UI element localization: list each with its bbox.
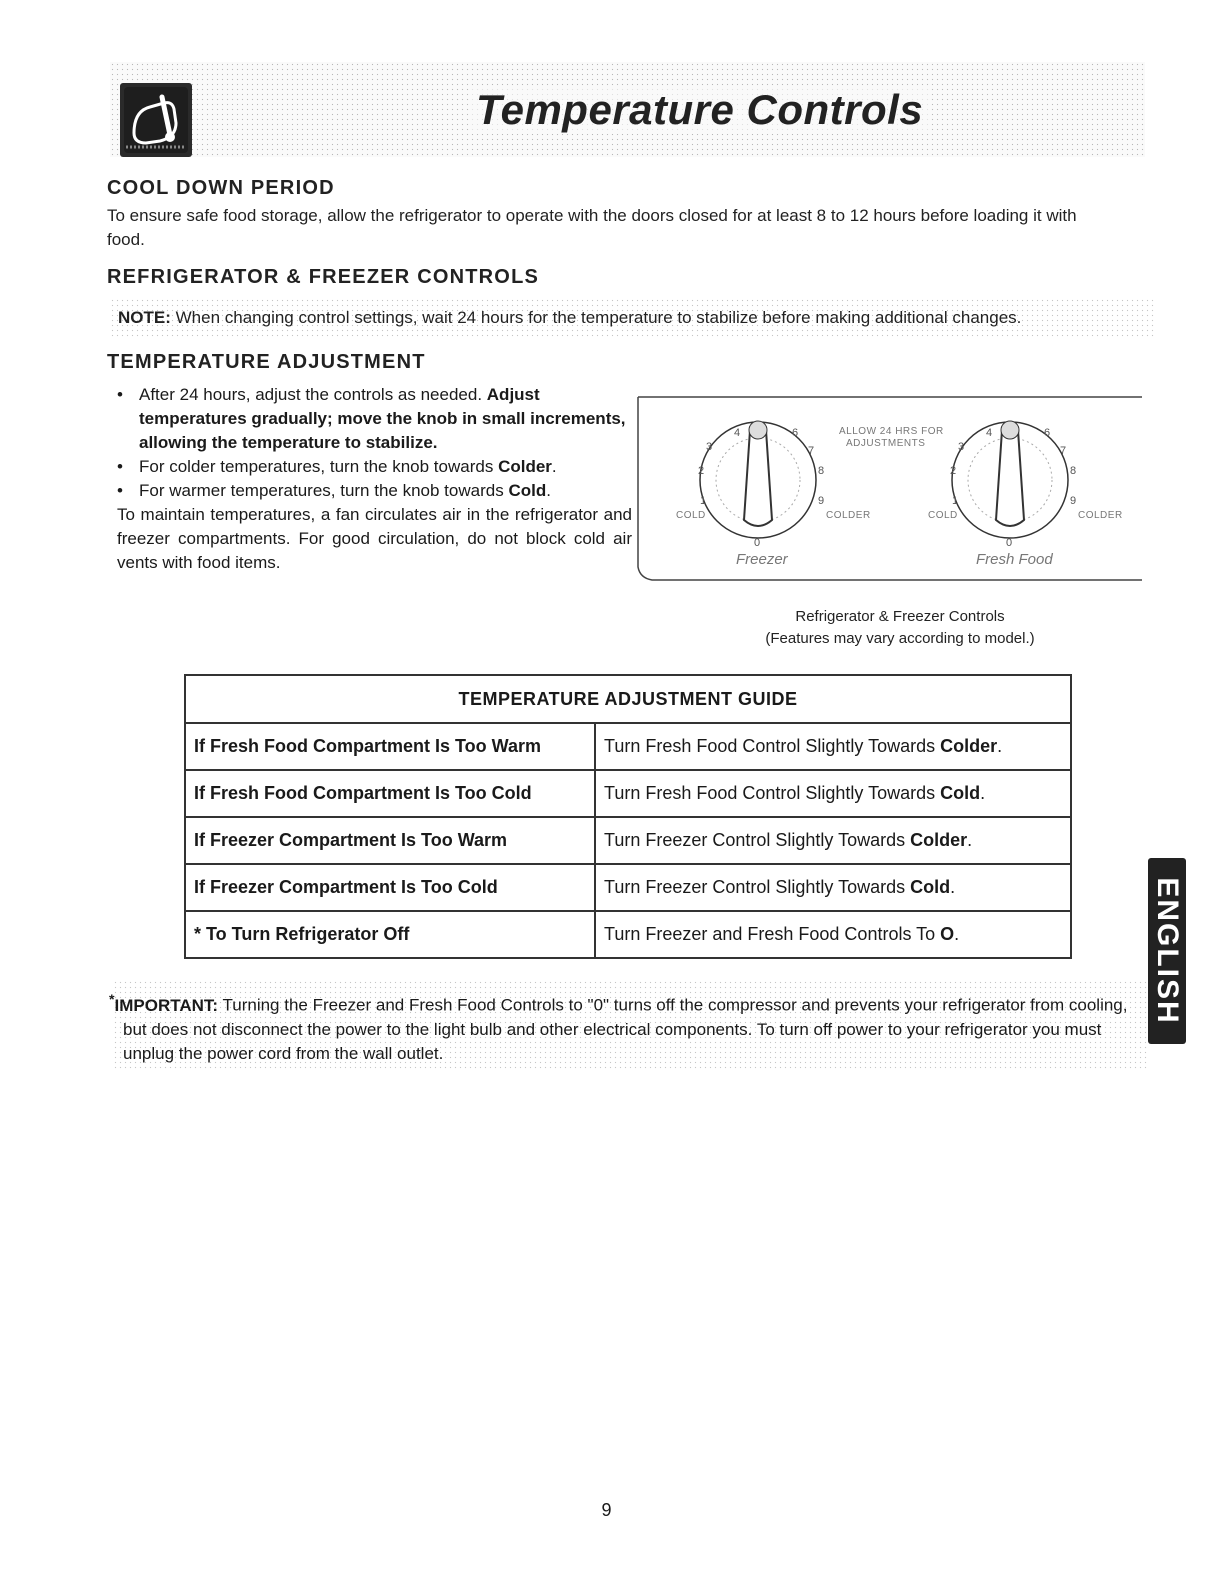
controls-heading: REFRIGERATOR & FREEZER CONTROLS [107,266,540,288]
dial-number: 8 [818,465,825,477]
dial-number: 0 [1006,537,1013,549]
adjustment-heading: TEMPERATURE ADJUSTMENT [107,351,426,373]
freezer-dial [700,421,816,538]
important-box [109,980,1148,1070]
condition-cell: If Freezer Compartment Is Too Cold [185,864,595,911]
action-cell: Turn Freezer Control Slightly Towards Cold. [595,864,1071,911]
thermometer-hand-icon [120,83,192,157]
dial-number: 1 [952,495,959,507]
adjustment-bullets [117,383,632,575]
dial-number: 0 [754,537,761,549]
action-cell: Turn Fresh Food Control Slightly Towards Colder. [595,723,1071,770]
action-cell: Turn Freezer and Fresh Food Controls To O. [595,911,1071,958]
colder-label: COLDER [1078,510,1123,521]
table-row [185,911,1071,958]
important-text: Turning the Freezer and Fresh Food Controls to "0" turns off the compressor and prevents your refrigerator from cooling, but does not disconnect the power to the light bulb and other electrical components. To turn off power to your refrigerator you must unplug the power cord from the wall outlet. [123,995,1128,1063]
condition-cell: If Fresh Food Compartment Is Too Cold [185,770,595,817]
list-item: • For warmer temperatures, turn the knob towards Cold. [117,479,632,503]
dial-number: 1 [700,495,707,507]
colder-label: COLDER [826,510,871,521]
language-tab [1148,858,1186,1044]
action-cell: Turn Freezer Control Slightly Towards Colder. [595,817,1071,864]
table-row [185,864,1071,911]
list-item: • For colder temperatures, turn the knob towards Colder. [117,455,632,479]
condition-cell: If Freezer Compartment Is Too Warm [185,817,595,864]
condition-cell: * To Turn Refrigerator Off [185,911,595,958]
cold-label: COLD [676,510,706,521]
dial-number: 9 [1070,495,1077,507]
dial-number: 9 [818,495,825,507]
dial-number: 6 [792,427,799,439]
dial-number: 2 [950,465,957,477]
cold-label: COLD [928,510,958,521]
allow-line2: ADJUSTMENTS [846,438,926,449]
guide-title: TEMPERATURE ADJUSTMENT GUIDE [185,675,1071,723]
dial-number: 4 [986,427,993,439]
note-label: NOTE: [118,308,171,327]
cool-down-text: To ensure safe food storage, allow the refrigerator to operate with the doors closed for at least 8 to 12 hours before loading it with food. [107,206,1077,249]
fresh-food-dial [952,421,1068,538]
table-row [185,817,1071,864]
dial-number: 2 [698,465,705,477]
note-box [110,298,1155,338]
controls-figure [636,382,1142,582]
list-item: • After 24 hours, adjust the controls as needed. Adjust temperatures gradually; move the knob in small increments, allowing the temperature to stabilize. [117,383,632,455]
dial-number: 7 [808,445,815,457]
cool-down-heading: COOL DOWN PERIOD [107,177,335,199]
dial-number: 3 [958,441,965,453]
freezer-label: Freezer [736,551,788,568]
dial-number: 8 [1070,465,1077,477]
table-row [185,723,1071,770]
table-row [185,770,1071,817]
important-label: *IMPORTANT: [109,992,219,1015]
caption-line1: Refrigerator & Freezer Controls [795,608,1005,625]
dial-number: 7 [1060,445,1067,457]
adjustment-guide-table [184,674,1072,959]
fresh-food-label: Fresh Food [976,551,1053,568]
action-cell: Turn Fresh Food Control Slightly Towards Cold. [595,770,1071,817]
dial-number: 3 [706,441,713,453]
dial-number: 6 [1044,427,1051,439]
figure-caption [700,606,1100,650]
condition-cell: If Fresh Food Compartment Is Too Warm [185,723,595,770]
circulation-paragraph: To maintain temperatures, a fan circulates air in the refrigerator and freezer compartments. For good circulation, do not block cold air vents with food items. [117,505,632,572]
language-tab-label: ENGLISH [1151,877,1184,1025]
dial-number: 4 [734,427,741,439]
page-title: Temperature Controls [470,86,929,134]
caption-line2: (Features may vary according to model.) [765,630,1035,647]
note-text: When changing control settings, wait 24 hours for the temperature to stabilize before making additional changes. [170,308,1022,327]
allow-line1: ALLOW 24 HRS FOR [839,426,944,437]
page-number: 9 [601,1500,612,1520]
